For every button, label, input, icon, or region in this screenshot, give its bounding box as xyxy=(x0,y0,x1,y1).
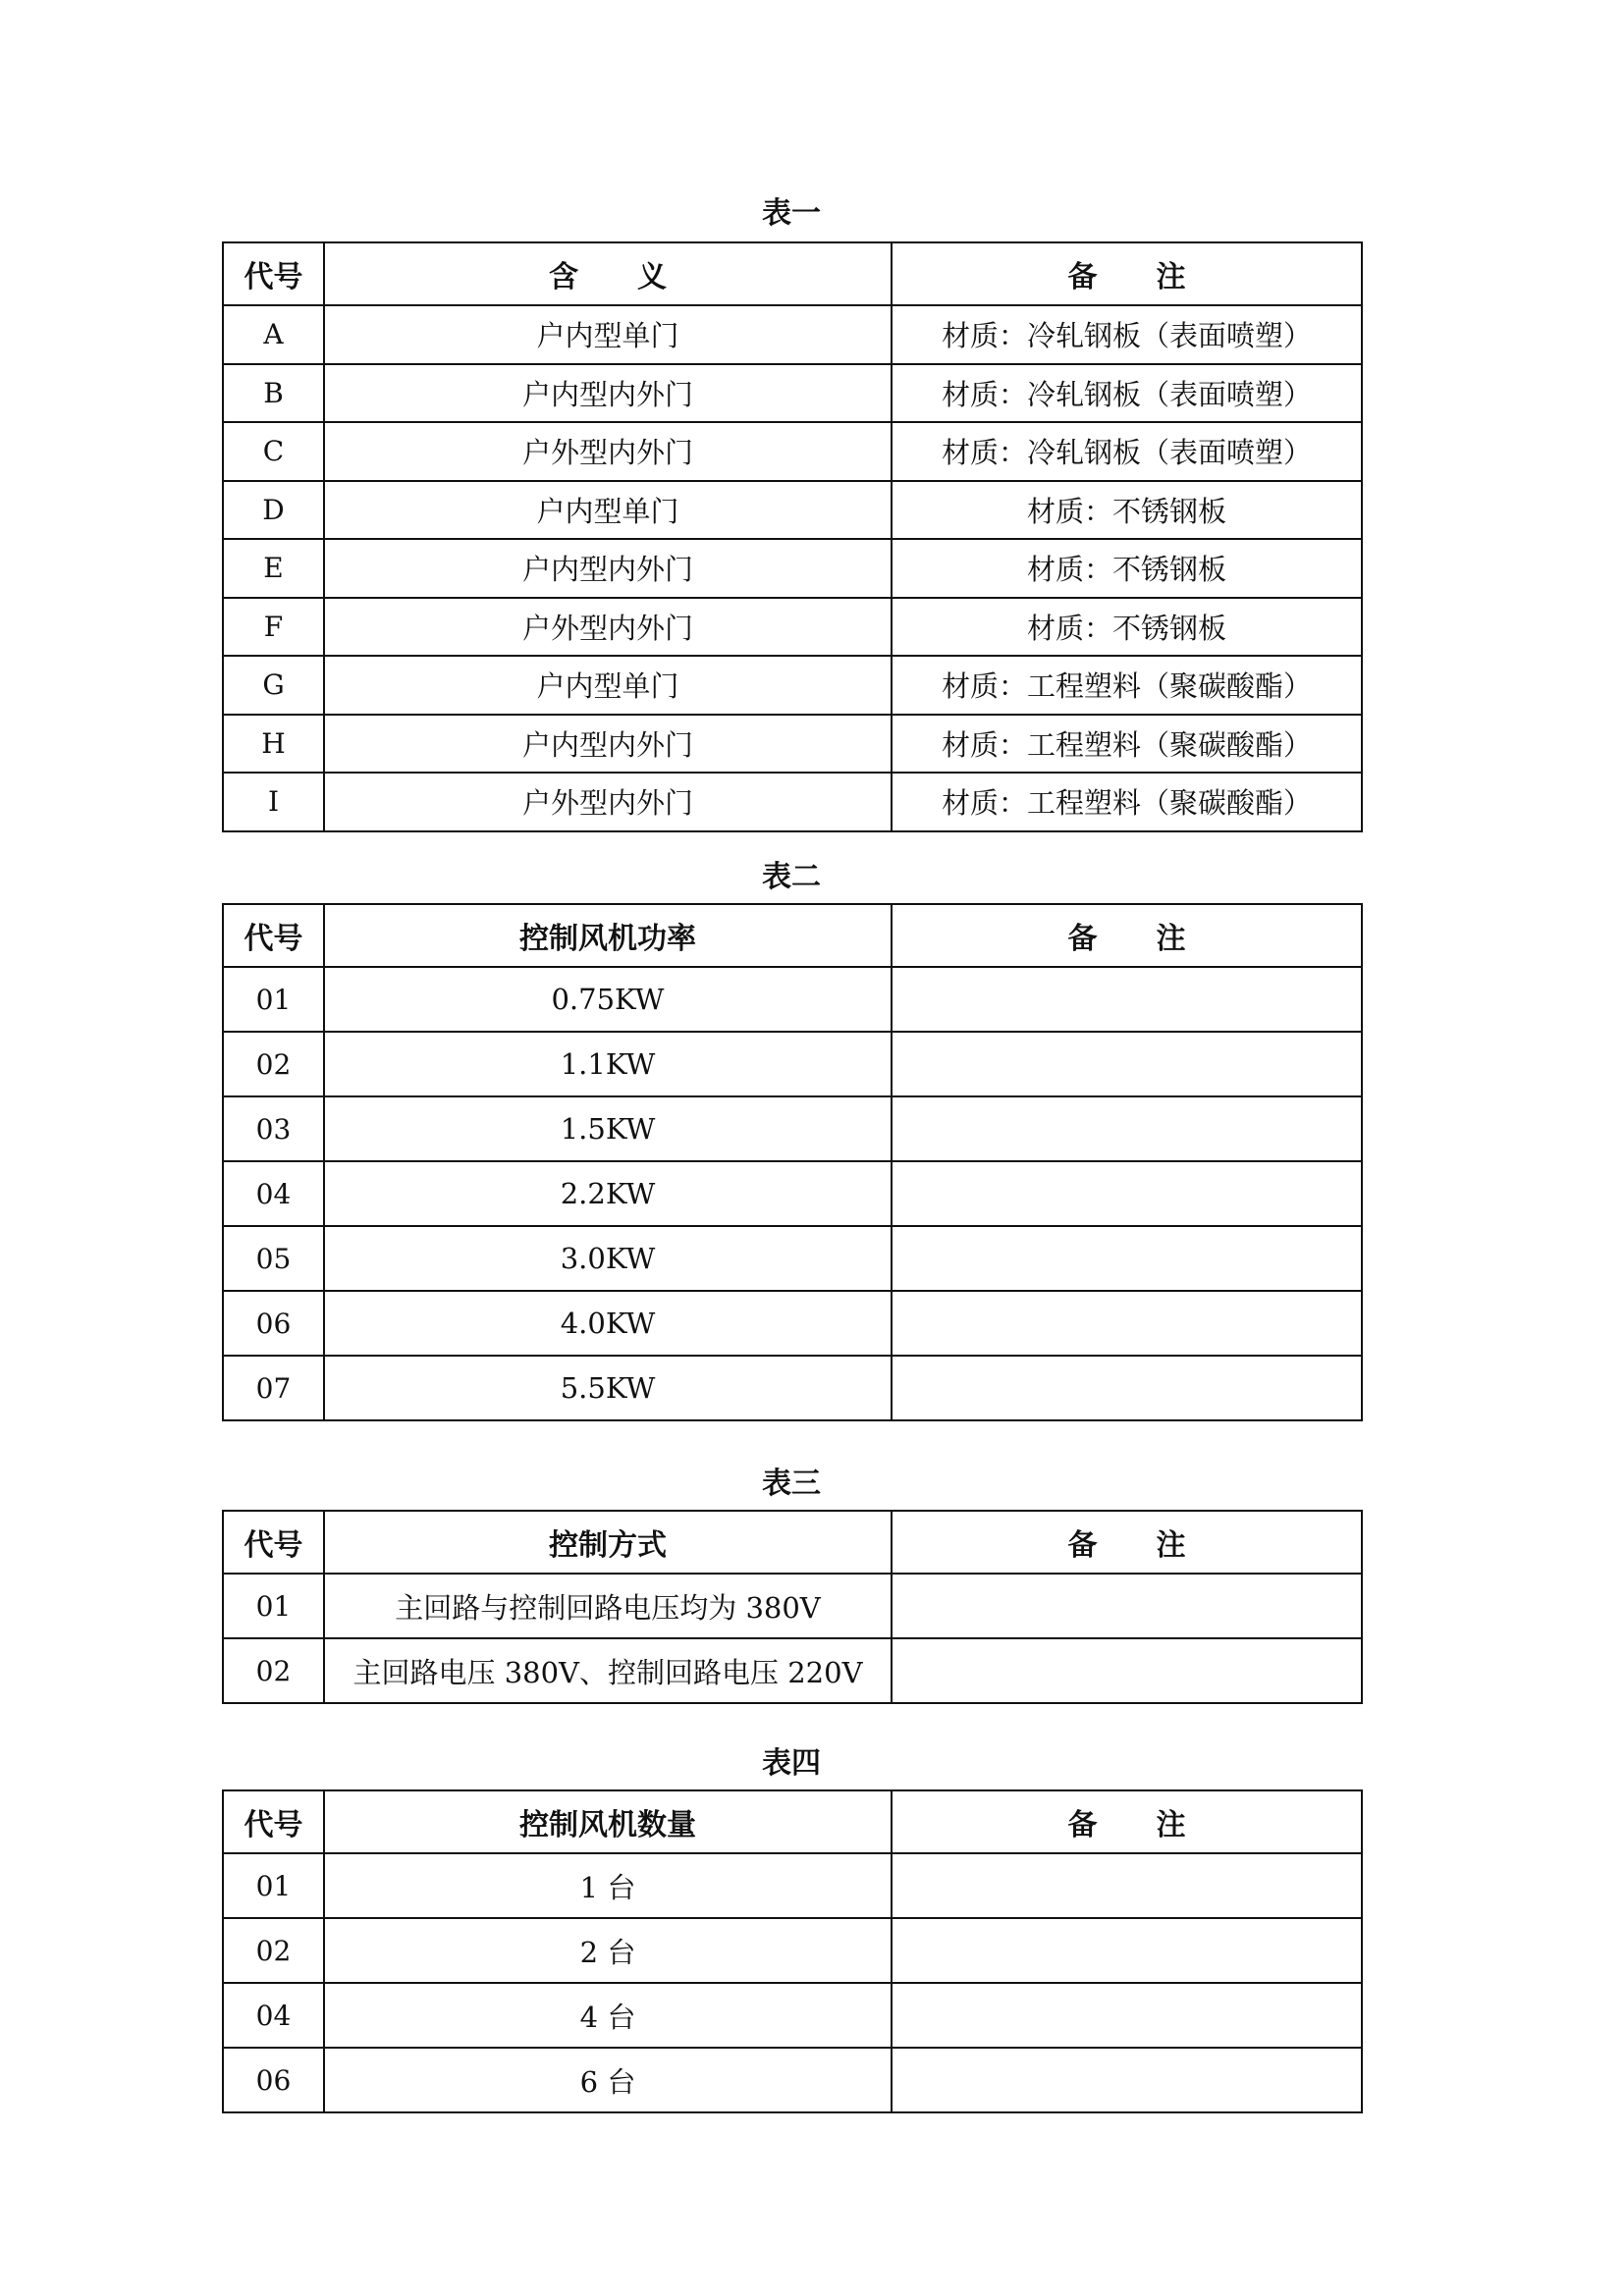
code-cell: E xyxy=(223,539,324,598)
code-cell: G xyxy=(223,656,324,715)
code-cell: 07 xyxy=(223,1356,324,1420)
code-cell: 05 xyxy=(223,1226,324,1291)
remark-cell: 材质：不锈钢板 xyxy=(892,598,1362,657)
code-cell: C xyxy=(223,422,324,481)
mode-cell: 主回路电压 380V、控制回路电压 220V xyxy=(324,1638,892,1703)
table-row xyxy=(223,305,1362,364)
code-cell: F xyxy=(223,598,324,657)
table-row xyxy=(223,1032,1362,1096)
table1-section xyxy=(222,196,1361,819)
remark-cell xyxy=(892,1918,1362,1983)
code-cell: D xyxy=(223,481,324,540)
code-cell: A xyxy=(223,305,324,364)
table3-header-mode: 控制方式 xyxy=(324,1511,892,1574)
remark-cell xyxy=(892,1853,1362,1918)
table1 xyxy=(222,241,1363,832)
table3-caption: 表三 xyxy=(762,1467,821,1501)
code-cell: B xyxy=(223,364,324,423)
table-row xyxy=(223,1096,1362,1161)
remark-cell xyxy=(892,1291,1362,1356)
table4 xyxy=(222,1789,1363,2113)
remark-cell xyxy=(892,1983,1362,2048)
quantity-cell: 4 台 xyxy=(324,1983,892,2048)
code-cell: 06 xyxy=(223,1291,324,1356)
remark-cell xyxy=(892,2048,1362,2112)
table-row xyxy=(223,1853,1362,1918)
meaning-cell: 户内型单门 xyxy=(324,481,892,540)
remark-cell xyxy=(892,1161,1362,1226)
table3-header-row xyxy=(223,1511,1362,1574)
meaning-cell: 户内型内外门 xyxy=(324,539,892,598)
table2-header-remark: 备注 xyxy=(892,904,1362,967)
table-row xyxy=(223,1574,1362,1638)
meaning-cell: 户外型内外门 xyxy=(324,422,892,481)
remark-cell: 材质：不锈钢板 xyxy=(892,539,1362,598)
table1-header-meaning: 含义 xyxy=(324,242,892,305)
power-cell: 3.0KW xyxy=(324,1226,892,1291)
table2-caption: 表二 xyxy=(762,860,821,894)
table1-header-remark: 备注 xyxy=(892,242,1362,305)
remark-cell: 材质：冷轧钢板（表面喷塑） xyxy=(892,305,1362,364)
code-cell: 03 xyxy=(223,1096,324,1161)
meaning-cell: 户内型内外门 xyxy=(324,364,892,423)
code-cell: 04 xyxy=(223,1983,324,2048)
table2-header-code: 代号 xyxy=(223,904,324,967)
meaning-cell: 户外型内外门 xyxy=(324,598,892,657)
table-row xyxy=(223,1291,1362,1356)
table3-section xyxy=(222,1467,1361,1706)
table-row xyxy=(223,598,1362,657)
remark-cell: 材质：工程塑料（聚碳酸酯） xyxy=(892,656,1362,715)
table3 xyxy=(222,1510,1363,1704)
meaning-cell: 户内型内外门 xyxy=(324,715,892,774)
code-cell: 01 xyxy=(223,1574,324,1638)
table2-header-power: 控制风机功率 xyxy=(324,904,892,967)
power-cell: 5.5KW xyxy=(324,1356,892,1420)
table1-header-row xyxy=(223,242,1362,305)
code-cell: 01 xyxy=(223,967,324,1032)
quantity-cell: 2 台 xyxy=(324,1918,892,1983)
table-row xyxy=(223,656,1362,715)
remark-cell xyxy=(892,1096,1362,1161)
code-cell: 06 xyxy=(223,2048,324,2112)
table4-header-remark: 备注 xyxy=(892,1790,1362,1853)
table-row xyxy=(223,1638,1362,1703)
table-row xyxy=(223,1356,1362,1420)
table-row xyxy=(223,773,1362,831)
table4-header-quantity: 控制风机数量 xyxy=(324,1790,892,1853)
table4-caption: 表四 xyxy=(762,1746,821,1781)
power-cell: 4.0KW xyxy=(324,1291,892,1356)
table-row xyxy=(223,422,1362,481)
power-cell: 1.1KW xyxy=(324,1032,892,1096)
code-cell: I xyxy=(223,773,324,831)
remark-cell: 材质：冷轧钢板（表面喷塑） xyxy=(892,364,1362,423)
remark-cell xyxy=(892,1638,1362,1703)
table4-header-code: 代号 xyxy=(223,1790,324,1853)
code-cell: 02 xyxy=(223,1638,324,1703)
table2-section xyxy=(222,860,1361,1424)
table2-header-row xyxy=(223,904,1362,967)
table-row xyxy=(223,539,1362,598)
power-cell: 0.75KW xyxy=(324,967,892,1032)
remark-cell: 材质：工程塑料（聚碳酸酯） xyxy=(892,715,1362,774)
table3-header-code: 代号 xyxy=(223,1511,324,1574)
table2 xyxy=(222,903,1363,1421)
mode-cell: 主回路与控制回路电压均为 380V xyxy=(324,1574,892,1638)
quantity-cell: 1 台 xyxy=(324,1853,892,1918)
meaning-cell: 户外型内外门 xyxy=(324,773,892,831)
remark-cell xyxy=(892,1226,1362,1291)
remark-cell: 材质：不锈钢板 xyxy=(892,481,1362,540)
code-cell: H xyxy=(223,715,324,774)
table3-header-remark: 备注 xyxy=(892,1511,1362,1574)
meaning-cell: 户内型单门 xyxy=(324,656,892,715)
table4-header-row xyxy=(223,1790,1362,1853)
code-cell: 01 xyxy=(223,1853,324,1918)
table-row xyxy=(223,1161,1362,1226)
table-row xyxy=(223,1983,1362,2048)
remark-cell xyxy=(892,1356,1362,1420)
table1-header-code: 代号 xyxy=(223,242,324,305)
meaning-cell: 户内型单门 xyxy=(324,305,892,364)
table-row xyxy=(223,364,1362,423)
power-cell: 2.2KW xyxy=(324,1161,892,1226)
remark-cell: 材质：工程塑料（聚碳酸酯） xyxy=(892,773,1362,831)
remark-cell xyxy=(892,967,1362,1032)
remark-cell: 材质：冷轧钢板（表面喷塑） xyxy=(892,422,1362,481)
code-cell: 04 xyxy=(223,1161,324,1226)
table-row xyxy=(223,1226,1362,1291)
remark-cell xyxy=(892,1574,1362,1638)
table-row xyxy=(223,967,1362,1032)
code-cell: 02 xyxy=(223,1032,324,1096)
table-row xyxy=(223,2048,1362,2112)
table4-section xyxy=(222,1746,1361,2117)
quantity-cell: 6 台 xyxy=(324,2048,892,2112)
code-cell: 02 xyxy=(223,1918,324,1983)
table-row xyxy=(223,715,1362,774)
table-row xyxy=(223,481,1362,540)
table-row xyxy=(223,1918,1362,1983)
remark-cell xyxy=(892,1032,1362,1096)
power-cell: 1.5KW xyxy=(324,1096,892,1161)
table1-caption: 表一 xyxy=(762,196,821,231)
